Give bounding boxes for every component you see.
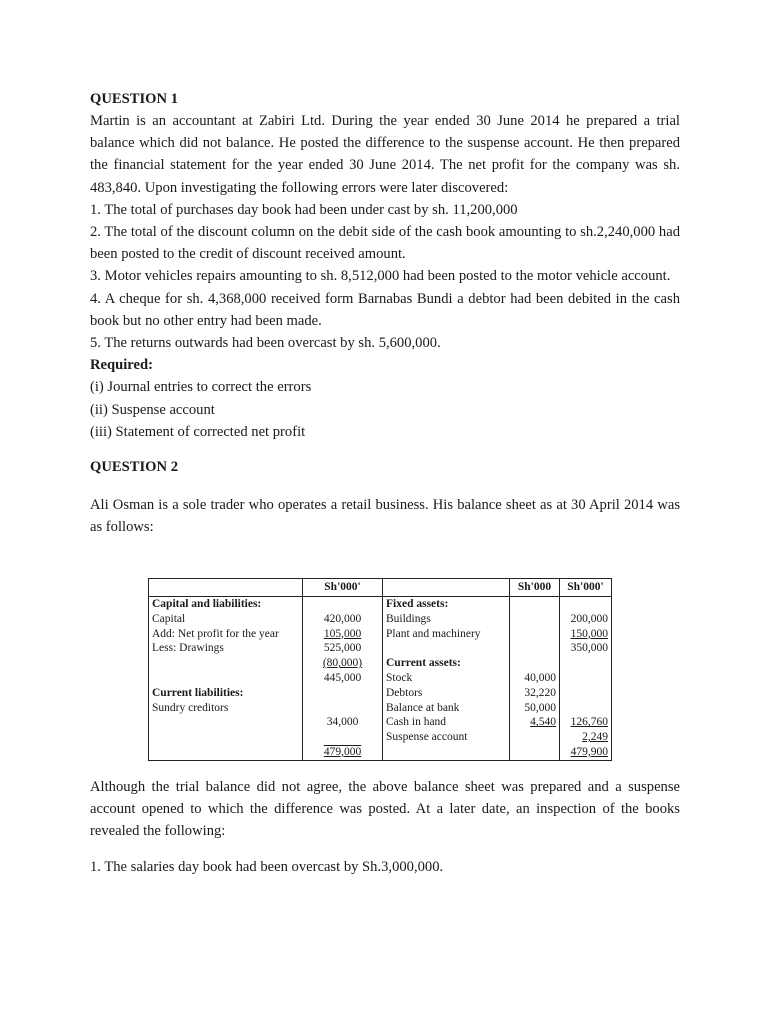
document-page <box>90 88 680 538</box>
table-cell: 525,000 <box>323 642 362 655</box>
error-item: 1. The total of purchases day book had been under cast by sh. 11,200,000 <box>90 201 518 218</box>
error-item: 2. The total of the discount column on the debit side of the cash book amounting to sh.2,240,000 had been posted to the credit of discount received amount. <box>90 224 680 263</box>
table-cell: Fixed assets: <box>386 598 449 610</box>
table-header-cell: Sh'000' <box>303 579 383 597</box>
table-cell <box>513 641 556 656</box>
table-cell: 350,000 <box>570 642 608 655</box>
table-cell: 105,000 <box>323 627 362 640</box>
required-label: Required: <box>90 357 153 374</box>
balance-sheet-table <box>148 578 612 761</box>
table-cell: 200,000 <box>570 612 608 625</box>
table-cell: 40,000 <box>524 671 556 684</box>
table-cell: Add: Net profit for the year <box>152 627 279 640</box>
left-amount-column <box>303 597 383 761</box>
question-2-heading: QUESTION 2 <box>90 459 178 476</box>
table-cell: 4,540 <box>530 716 556 729</box>
table-cell <box>513 730 556 745</box>
table-cell: Current liabilities: <box>152 686 244 699</box>
table-cell <box>152 715 299 730</box>
error-item: 3. Motor vehicles repairs amounting to sh. 8,512,000 had been posted to the motor vehicle account. <box>90 268 671 285</box>
right-amount-column-2 <box>560 597 612 761</box>
table-cell <box>513 612 556 627</box>
table-cell: Less: Drawings <box>152 642 224 655</box>
table-cell: 420,000 <box>323 612 362 625</box>
table-cell <box>563 671 608 686</box>
table-cell <box>306 701 379 716</box>
table-cell: Current assets: <box>386 657 461 670</box>
table-cell <box>306 686 379 701</box>
table-cell: 479,000 <box>323 745 362 758</box>
error-item: 5. The returns outwards had been overcast by sh. 5,600,000. <box>90 335 441 352</box>
table-cell: 445,000 <box>323 671 362 684</box>
table-header-cell: Sh'000' <box>560 579 612 597</box>
right-description-column <box>383 597 510 761</box>
table-cell <box>563 597 608 612</box>
finding-item: 1. The salaries day book had been overcast by Sh.3,000,000. <box>90 858 444 875</box>
table-cell: Debtors <box>386 686 423 699</box>
table-cell: 126,760 <box>570 716 608 729</box>
table-cell <box>386 745 506 760</box>
question-1-heading: QUESTION 1 <box>90 91 178 107</box>
table-cell: Stock <box>386 671 413 684</box>
table-header-cell: Sh'000 <box>510 579 560 597</box>
table-cell <box>152 745 299 760</box>
table-cell: Balance at bank <box>386 701 460 714</box>
table-header-cell <box>383 579 510 597</box>
question-1-intro: Martin is an accountant at Zabiri Ltd. During the year ended 30 June 2014 he prepared a trial balance which did not balance. He posted the difference to the suspense account. He then prepared the financial statement for the year ended 30 June 2014. The net profit for the company was sh. 483,840. Upon investigating the following errors were later discovered: <box>90 113 680 196</box>
document-page-continued <box>90 776 680 878</box>
table-cell: 150,000 <box>570 627 608 640</box>
table-cell <box>513 656 556 671</box>
left-description-column <box>149 597 303 761</box>
table-cell <box>513 745 556 760</box>
table-cell <box>513 627 556 642</box>
table-cell: Sundry creditors <box>152 701 229 714</box>
required-item: (i) Journal entries to correct the errors <box>90 379 312 396</box>
table-cell: 2,249 <box>582 731 608 744</box>
error-item: 4. A cheque for sh. 4,368,000 received form Barnabas Bundi a debtor had been debited in the cash book but no other entry had been made. <box>90 290 680 329</box>
table-cell: 50,000 <box>524 701 556 714</box>
table-cell <box>152 671 299 686</box>
table-cell: 34,000 <box>326 716 359 729</box>
table-cell <box>306 597 379 612</box>
table-cell: (80,000) <box>322 657 363 670</box>
table-cell: 479,900 <box>570 745 608 758</box>
table-cell <box>306 730 379 745</box>
table-cell: Capital <box>152 612 186 625</box>
table-header-row <box>149 579 612 597</box>
table-cell <box>152 656 299 671</box>
table-cell <box>513 597 556 612</box>
table-cell: Capital and liabilities: <box>152 598 262 610</box>
table-cell <box>563 686 608 701</box>
right-amount-column-1 <box>510 597 560 761</box>
table-cell <box>563 701 608 716</box>
table-cell: Cash in hand <box>386 716 447 729</box>
question-2-after-table: Although the trial balance did not agree, the above balance sheet was prepared and a suspense account opened to which the difference was posted. At a later date, an inspection of the books revealed the following: <box>90 779 680 840</box>
table-cell <box>152 730 299 745</box>
table-cell: 32,220 <box>524 686 556 699</box>
table-body-row <box>149 597 612 761</box>
required-item: (ii) Suspense account <box>90 401 215 418</box>
table-cell: Buildings <box>386 612 431 625</box>
required-item: (iii) Statement of corrected net profit <box>90 423 306 440</box>
question-2-intro: Ali Osman is a sole trader who operates a retail business. His balance sheet as at 30 April 2014 was as follows: <box>90 497 680 536</box>
table-cell <box>563 656 608 671</box>
table-cell <box>386 641 506 656</box>
table-cell: Suspense account <box>386 731 468 744</box>
table-cell: Plant and machinery <box>386 627 481 640</box>
table-header-cell <box>149 579 303 597</box>
